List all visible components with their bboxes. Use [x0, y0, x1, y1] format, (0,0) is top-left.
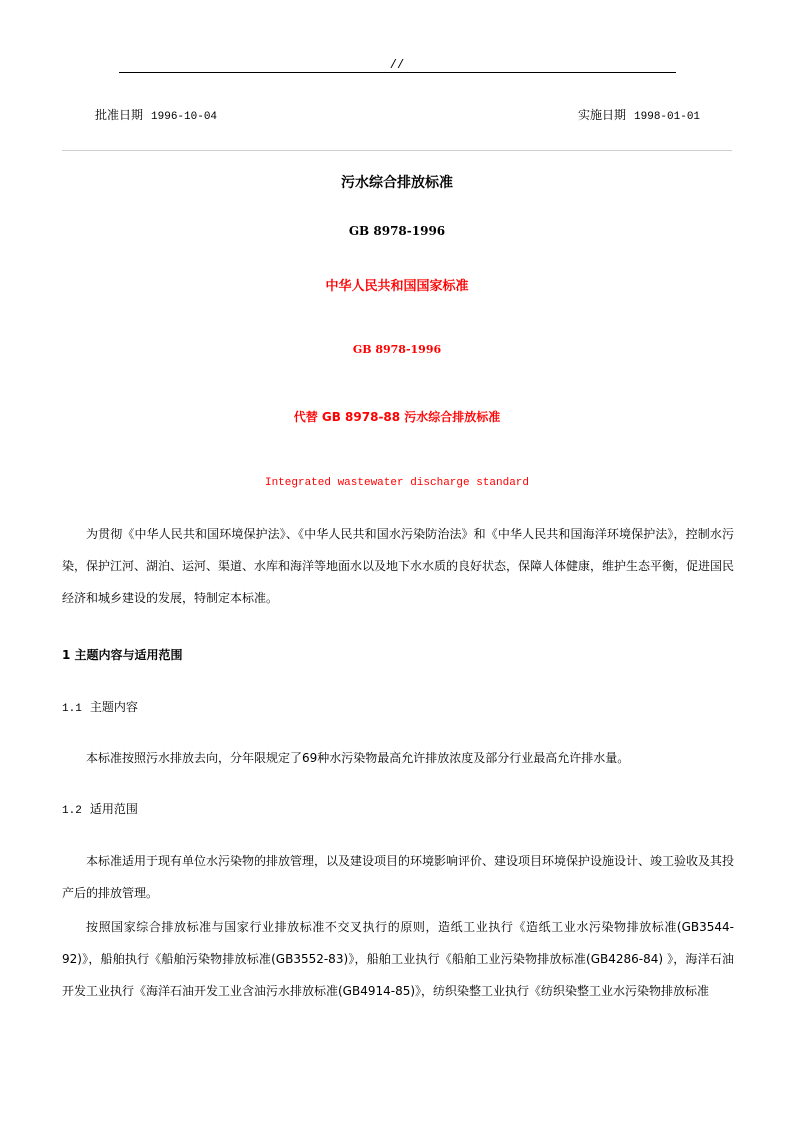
section-1-1-text: 本标准按照污水排放去向，分年限规定了69种水污染物最高允许排放浓度及部分行业最高允许排水量。: [86, 751, 630, 765]
intro-paragraph: 为贯彻《中华人民共和国环境保护法》、《中华人民共和国水污染防治法》和《中华人民共和国海洋环境保护法》，控制水污染，保护江河、湖泊、运河、渠道、水库和海洋等地面水以及地下水水质的良好状态，保障人体健康，维护生态平衡，促进国民经济和城乡建设的发展，特制定本标准。: [62, 527, 735, 605]
section-1-2-text: 本标准适用于现有单位水污染物的排放管理，以及建设项目的环境影响评价、建设项目环境保护设施设计、竣工验收及其投产后的排放管理。: [62, 854, 735, 900]
english-title: Integrated wastewater discharge standard: [264, 477, 530, 489]
section-1-heading: 1 主题内容与适用范围: [62, 648, 183, 662]
standard-code-red: GB 8978-1996: [352, 343, 442, 356]
implementation-date-row: [578, 106, 700, 123]
section-1-1-heading: [62, 698, 138, 715]
implementation-date-label: 实施日期: [578, 108, 627, 122]
section-1-1-title: 主题内容: [89, 700, 138, 714]
separator-rule: [62, 150, 732, 151]
implementation-date-value: 1998-01-01: [634, 111, 701, 123]
header-mark: //: [389, 58, 405, 72]
header-rule: [119, 72, 676, 73]
document-title: 污水综合排放标准: [341, 175, 453, 191]
national-standard-heading: 中华人民共和国国家标准: [325, 279, 469, 294]
section-1-2-title: 适用范围: [89, 802, 138, 816]
section-1-2-text-continued: 按照国家综合排放标准与国家行业排放标准不交叉执行的原则，造纸工业执行《造纸工业水污染物排放标准(GB3544-92)》，船舶执行《船舶污染物排放标准(GB3552-83)》，船舶工业执行《船舶工业污染物排放标准(GB4286-84) 》，海洋石油开发工业执行《海洋石油开发工业含油污水排放标准(GB4914-85)》，纺织染整工业执行《纺织染整工业水污染物排放标准: [62, 920, 734, 998]
section-1-2-heading: [62, 800, 138, 817]
standard-code: GB 8978-1996: [348, 224, 446, 238]
section-1-1-number: 1.1: [62, 703, 82, 715]
replaces-note: 代替 GB 8978-88 污水综合排放标准: [293, 410, 501, 424]
section-1-2-number: 1.2: [62, 805, 82, 817]
approval-date-label: 批准日期: [95, 108, 144, 122]
approval-date-row: [95, 106, 217, 123]
approval-date-value: 1996-10-04: [151, 111, 218, 123]
